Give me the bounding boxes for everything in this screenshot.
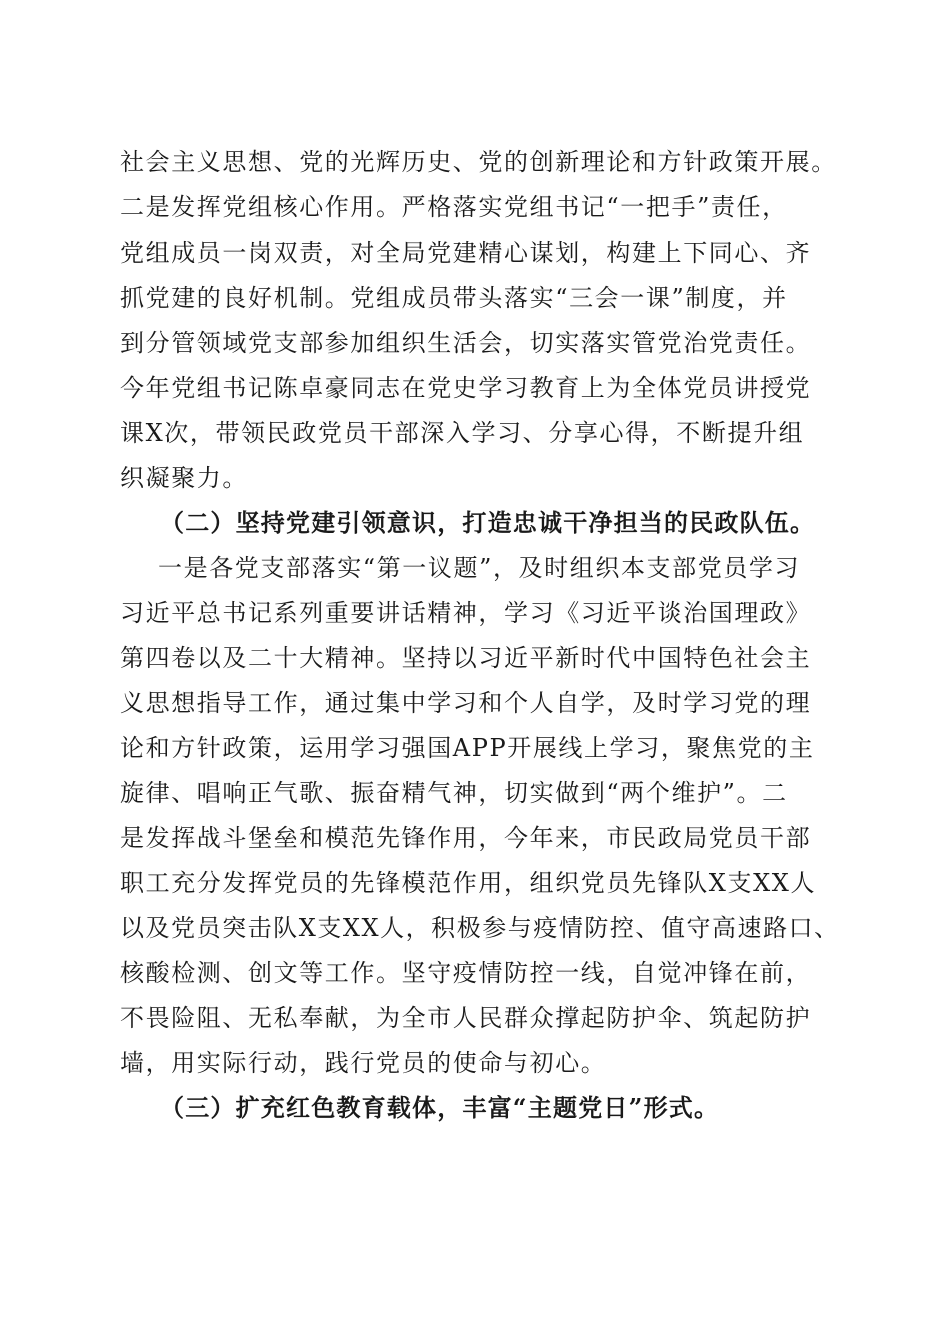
text-line-10: 一是各党支部落实“第一议题”，及时组织本支部党员学习 <box>158 554 801 582</box>
text-line-4: 抓党建的良好机制。党组成员带头落实“三会一课”制度，并 <box>120 284 788 312</box>
text-line-13: 义思想指导工作，通过集中学习和个人自学，及时学习党的理 <box>120 689 812 717</box>
text-line-8: 织凝聚力。 <box>120 464 248 492</box>
text-line-2: 二是发挥党组核心作用。严格落实党组书记“一把手”责任， <box>120 193 788 221</box>
text-line-18: 以及党员突击队X支XX人，积极参与疫情防控、值守高速路口、 <box>120 914 840 942</box>
text-line-14: 论和方针政策，运用学习强国APP开展线上学习，聚焦党的主 <box>120 734 815 762</box>
text-line-1: 社会主义思想、党的光辉历史、党的创新理论和方针政策开展。 <box>120 148 837 176</box>
text-line-6: 今年党组书记陈卓豪同志在党史学习教育上为全体党员讲授党 <box>120 374 812 402</box>
text-line-17: 职工充分发挥党员的先锋模范作用，组织党员先锋队X支XX人 <box>120 869 817 897</box>
text-line-21: 墙，用实际行动，践行党员的使命与初心。 <box>120 1049 607 1077</box>
text-line-19: 核酸检测、创文等工作。坚守疫情防控一线，自觉冲锋在前， <box>120 959 812 987</box>
text-line-15: 旋律、唱响正气歌、振奋精气神，切实做到“两个维护”。二 <box>120 779 788 807</box>
text-line-5: 到分管领域党支部参加组织生活会，切实落实管党治党责任。 <box>120 329 812 357</box>
section-heading-2: （二）坚持党建引领意识，打造忠诚干净担当的民政队伍。 <box>160 508 816 537</box>
text-line-11: 习近平总书记系列重要讲话精神，学习《习近平谈治国理政》 <box>120 599 812 627</box>
text-line-20: 不畏险阻、无私奉献，为全市人民群众撑起防护伞、筑起防护 <box>120 1004 812 1032</box>
text-line-7: 课X次，带领民政党员干部深入学习、分享心得，不断提升组 <box>120 419 805 447</box>
text-line-12: 第四卷以及二十大精神。坚持以习近平新时代中国特色社会主 <box>120 644 812 672</box>
text-line-3: 党组成员一岗双责，对全局党建精心谋划，构建上下同心、齐 <box>120 239 812 267</box>
text-line-16: 是发挥战斗堡垒和模范先锋作用，今年来，市民政局党员干部 <box>120 824 812 852</box>
section-heading-3: （三）扩充红色教育载体，丰富“主题党日”形式。 <box>160 1093 720 1122</box>
